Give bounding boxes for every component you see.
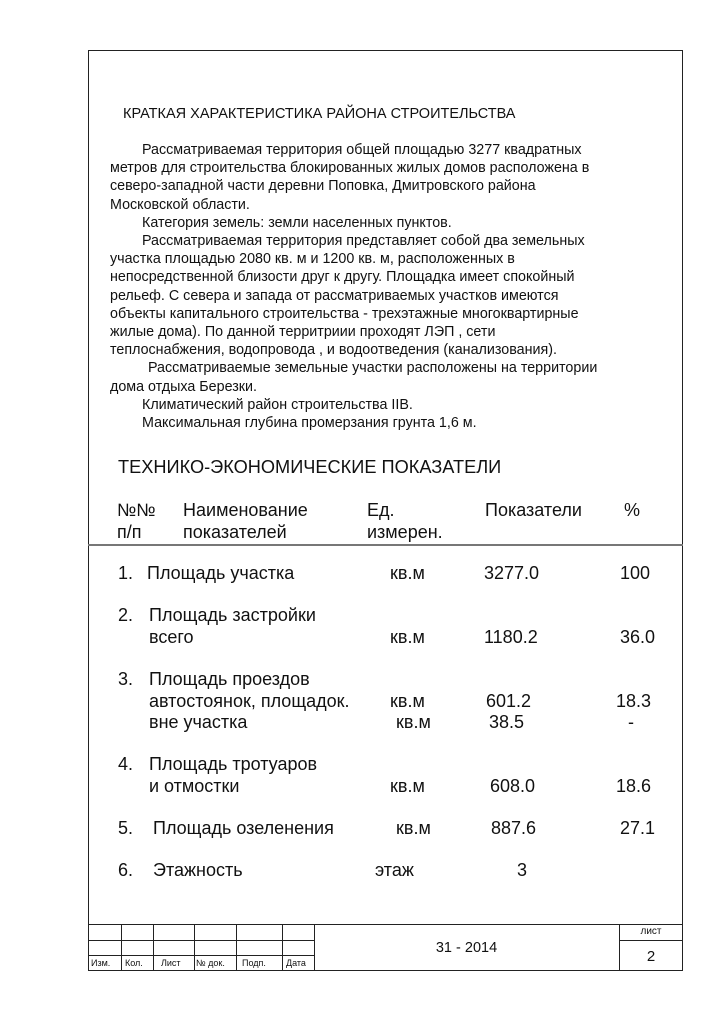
row-value: 3 (517, 860, 528, 880)
paragraph-line: дома отдыха Березки. (110, 378, 257, 395)
row-value: 608.0 (490, 775, 536, 796)
paragraph-line: рельеф. С севера и запада от рассматриваемых участков имеются (110, 287, 559, 304)
title-block-top-line (88, 924, 683, 925)
row-percent: - (628, 712, 634, 732)
row-number: 5. (118, 818, 134, 838)
description-paragraph (110, 141, 670, 432)
section-title: КРАТКАЯ ХАРАКТЕРИСТИКА РАЙОНА СТРОИТЕЛЬСТВА (123, 106, 516, 122)
row-name: и отмостки (149, 775, 240, 796)
row-unit: кв.м (396, 712, 431, 732)
header-num: №№ п/п (117, 500, 156, 542)
row-unit: кв.м (390, 626, 425, 647)
header-percent: % (624, 500, 641, 520)
row-name: всего (149, 626, 194, 647)
row-percent: 18.3 (616, 690, 652, 711)
paragraph-line: Рассматриваемая территория общей площадью 3277 квадратных (142, 142, 582, 158)
sheet-number: 2 (646, 948, 656, 965)
paragraph-line: Московской области. (110, 196, 250, 213)
title-block-col-line (194, 924, 195, 971)
row-value: 1180.2 (484, 626, 538, 647)
row-percent: 100 (620, 563, 651, 583)
paragraph-line: объекты капитального строительства - трехэтажные многоквартирные (110, 305, 579, 322)
row-value: 3277.0 (484, 563, 540, 583)
row-name: Площадь участка (147, 563, 295, 583)
label-doc-no: № док. (196, 958, 225, 968)
title-block-col-line (282, 924, 283, 971)
row-value: 38.5 (489, 712, 525, 732)
document-code: 31 - 2014 (435, 940, 498, 956)
paragraph-line: метров для строительства блокированных жилых домов расположена в (110, 160, 590, 177)
label-kol: Кол. (125, 958, 143, 968)
paragraph-line: Категория земель: земли населенных пунктов. (142, 214, 452, 231)
row-name: вне участка (149, 712, 248, 732)
header-name: Наименование показателей (183, 500, 308, 542)
row-name: автостоянок, площадок. (149, 690, 350, 711)
label-izm: Изм. (91, 958, 111, 968)
row-unit: этаж (375, 860, 414, 880)
paragraph-line: теплоснабжения, водопровода , и водоотведения (канализования). (110, 342, 557, 359)
label-list: Лист (161, 958, 181, 968)
label-date: Дата (286, 958, 306, 968)
row-unit: кв.м (390, 690, 425, 711)
row-percent: 18.6 (616, 775, 652, 796)
title-block-col-line (236, 924, 237, 971)
row-number: 4. (118, 754, 134, 774)
row-number: 6. (118, 860, 134, 880)
paragraph-line: Максимальная глубина промерзания грунта 1,6 м. (142, 415, 477, 432)
paragraph-line: Рассматриваемые земельные участки расположены на территории (148, 360, 598, 377)
header-divider (88, 544, 683, 546)
row-number: 3. (118, 669, 134, 689)
header-value: Показатели (485, 500, 582, 520)
tep-title: ТЕХНИКО-ЭКОНОМИЧЕСКИЕ ПОКАЗАТЕЛИ (118, 457, 502, 477)
title-block-col-line (153, 924, 154, 971)
row-unit: кв.м (390, 563, 425, 583)
header-unit: Ед. измерен. (367, 500, 443, 542)
row-percent: 27.1 (620, 818, 656, 838)
row-value: 601.2 (486, 690, 532, 711)
row-name: Площадь проездов (149, 669, 310, 689)
row-name: Этажность (153, 860, 243, 880)
paragraph-line: северо-западной части деревни Поповка, Дмитровского района (110, 178, 536, 195)
row-value: 887.6 (491, 818, 537, 838)
row-unit: кв.м (396, 818, 431, 838)
sheet-cell-divider (619, 940, 683, 941)
row-unit: кв.м (390, 775, 425, 796)
row-name: Площадь застройки (149, 605, 316, 625)
paragraph-line: Рассматриваемая территория представляет собой два земельных (142, 233, 585, 250)
paragraph-line: непосредственной близости друг к другу. Площадка имеет спокойный (110, 269, 575, 286)
paragraph-line: участка площадью 2080 кв. м и 1200 кв. м, расположенных в (110, 251, 515, 268)
paragraph-line: жилые дома). По данной территриии проходят ЛЭП , сети (110, 324, 496, 341)
row-number: 1. (118, 563, 134, 583)
row-name: Площадь тротуаров (149, 754, 318, 774)
label-signature: Подп. (242, 958, 266, 968)
paragraph-line: Климатический район строительства IIВ. (142, 396, 413, 413)
row-number: 2. (118, 605, 134, 625)
title-block-col-line (121, 924, 122, 971)
sheet-label: лист (640, 926, 662, 937)
row-name: Площадь озеленения (153, 818, 334, 838)
row-percent: 36.0 (620, 626, 656, 647)
